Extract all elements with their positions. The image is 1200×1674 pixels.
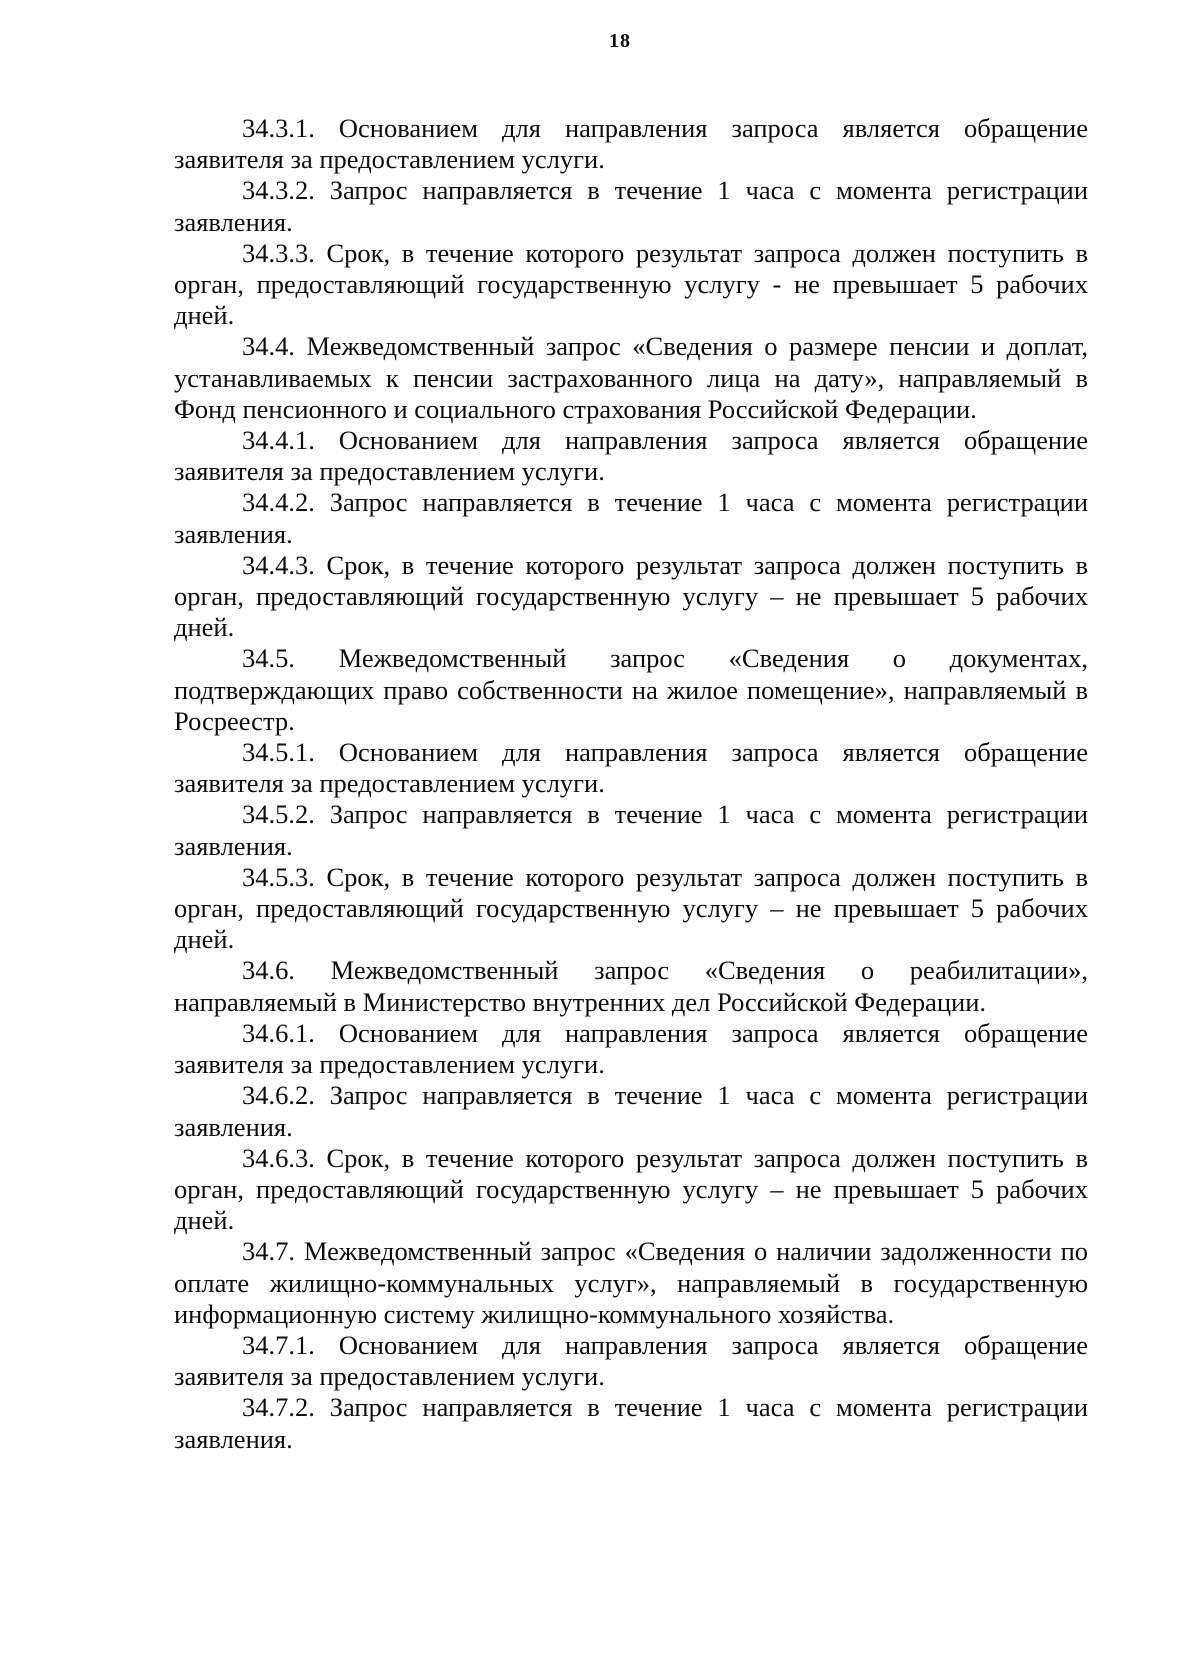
paragraph-34-3-1: 34.3.1. Основанием для направления запроса является обращение заявителя за предоставлением услуги. — [174, 113, 1088, 175]
paragraph-34-6-3: 34.6.3. Срок, в течение которого результат запроса должен поступить в орган, предоставляющий государственную услугу – не превышает 5 рабочих дней. — [174, 1142, 1088, 1236]
paragraph-34-6: 34.6. Межведомственный запрос «Сведения о реабилитации», направляемый в Министерство внутренних дел Российской Федерации. — [174, 955, 1088, 1017]
paragraph-34-5-3: 34.5.3. Срок, в течение которого результат запроса должен поступить в орган, предоставляющий государственную услугу – не превышает 5 рабочих дней. — [174, 861, 1088, 955]
paragraph-34-3-2: 34.3.2. Запрос направляется в течение 1 часа с момента регистрации заявления. — [174, 175, 1088, 237]
paragraph-34-7-2: 34.7.2. Запрос направляется в течение 1 часа с момента регистрации заявления. — [174, 1392, 1088, 1454]
paragraph-34-5-2: 34.5.2. Запрос направляется в течение 1 часа с момента регистрации заявления. — [174, 799, 1088, 861]
paragraph-34-6-2: 34.6.2. Запрос направляется в течение 1 часа с момента регистрации заявления. — [174, 1080, 1088, 1142]
paragraph-34-3-3: 34.3.3. Срок, в течение которого результат запроса должен поступить в орган, предоставляющий государственную услугу - не превышает 5 рабочих дней. — [174, 237, 1088, 331]
paragraph-34-5: 34.5. Межведомственный запрос «Сведения о документах, подтверждающих право собственности на жилое помещение», направляемый в Росреестр. — [174, 643, 1088, 736]
paragraph-34-6-1: 34.6.1. Основанием для направления запроса является обращение заявителя за предоставлением услуги. — [174, 1017, 1088, 1080]
paragraph-34-5-1: 34.5.1. Основанием для направления запроса является обращение заявителя за предоставлением услуги. — [174, 737, 1088, 799]
page-number: 18 — [609, 30, 631, 52]
paragraph-34-4-1: 34.4.1. Основанием для направления запроса является обращение заявителя за предоставлением услуги. — [174, 425, 1088, 487]
paragraph-34-4-2: 34.4.2. Запрос направляется в течение 1 часа с момента регистрации заявления. — [174, 487, 1088, 549]
paragraph-34-4-3: 34.4.3. Срок, в течение которого результат запроса должен поступить в орган, предоставляющий государственную услугу – не превышает 5 рабочих дней. — [174, 549, 1088, 643]
document-body — [174, 113, 1088, 1455]
paragraph-34-7: 34.7. Межведомственный запрос «Сведения о наличии задолженности по оплате жилищно-коммунальных услуг», направляемый в государственную информационную систему жилищно-коммунального хозяйства. — [174, 1236, 1088, 1329]
paragraph-34-7-1: 34.7.1. Основанием для направления запроса является обращение заявителя за предоставлением услуги. — [174, 1329, 1088, 1392]
paragraph-34-4: 34.4. Межведомственный запрос «Сведения о размере пенсии и доплат, устанавливаемых к пенсии застрахованного лица на дату», направляемый в Фонд пенсионного и социального страхования Российской Федерации. — [174, 331, 1088, 424]
